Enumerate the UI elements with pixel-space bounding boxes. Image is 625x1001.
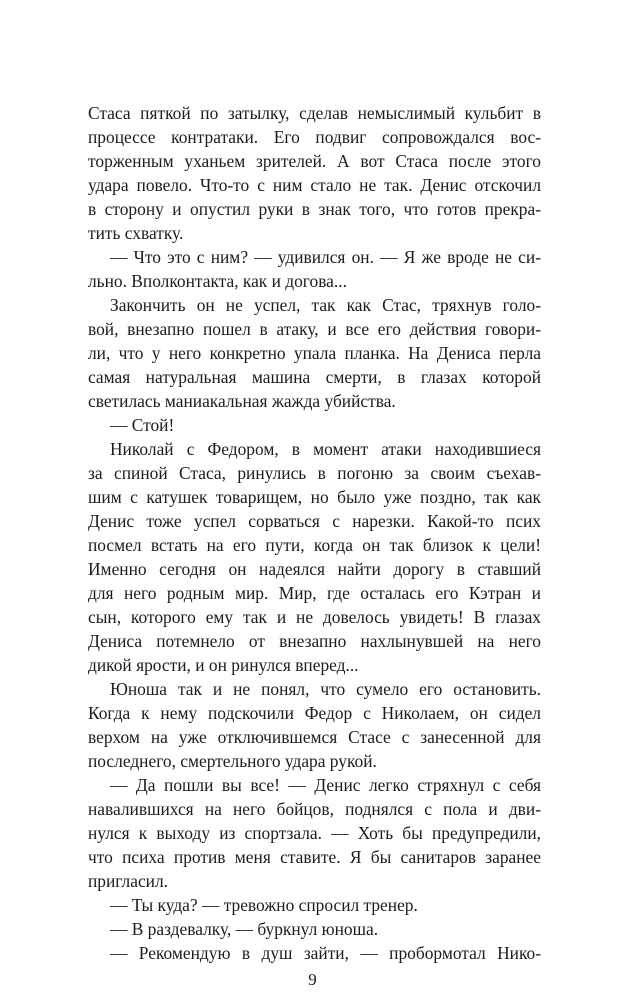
text-line: самая натуральная машина смерти, в глазах которой [88,367,541,387]
text-line: — Да пошли вы все! — Денис легко стряхнул с себя [110,775,541,795]
text-line: льно. Вполконтакта, как и догова... [88,271,347,291]
text-line: процессе контратаки. Его подвиг сопровождался вос- [88,127,541,147]
text-line: пригласил. [88,871,169,891]
text-line: — Рекомендую в душ зайти, — пробормотал Нико- [110,943,541,963]
text-line: торженным уханьем зрителей. А вот Стаса после этого [88,151,541,171]
text-line: шим с катушек товарищем, но было уже поздно, так как [88,487,541,507]
text-line: — Стой! [110,415,175,435]
text-line: ли, что у него конкретно упала планка. На Дениса перла [88,343,541,363]
text-line: в сторону и опустил руки в знак того, что готов прекра- [88,199,541,219]
text-line: удара повело. Что-то с ним стало не так. Денис отскочил [88,175,541,195]
text-line: Денис тоже успел сорваться с нарезки. Какой-то псих [88,511,541,531]
text-line: дикой ярости, и он ринулся вперед... [88,655,359,675]
text-line: верхом на уже отключившемся Стасе с занесенной для [88,727,541,747]
text-line: за спиной Стаса, ринулись в погоню за своим съехав- [88,463,541,483]
text-line: навалившихся на него бойцов, поднялся с пола и дви- [88,799,541,819]
text-line: сын, которого ему так и не довелось увидеть! В глазах [88,607,541,627]
text-line: Юноша так и не понял, что сумело его остановить. [110,679,541,699]
text-line: светилась маниакальная жажда убийства. [88,391,396,411]
text-line: Николай с Федором, в момент атаки находившиеся [110,439,541,459]
page-number: 9 [308,970,317,989]
text-line: посмел встать на его пути, когда он так близок к цели! [88,535,541,555]
text-line: Именно сегодня он надеялся найти дорогу в ставший [88,559,541,579]
text-line: что психа против меня ставите. Я бы санитаров заранее [88,847,541,867]
text-line: Закончить он не успел, так как Стас, тряхнув голо- [110,295,541,315]
text-line: Стаса пяткой по затылку, сделав немыслимый кульбит в [88,103,541,123]
text-line: нулся к выходу из спортзала. — Хоть бы предупредили, [88,823,541,843]
text-line: Дениса потемнело от внезапно нахлынувшей на него [88,631,541,651]
text-line: для него родным мир. Мир, где осталась его Кэтран и [88,583,541,603]
text-line: вой, внезапно пошел в атаку, и все его действия говори- [88,319,541,339]
text-line: тить схватку. [88,223,184,243]
text-line: Когда к нему подскочили Федор с Николаем, он сидел [88,703,541,723]
text-line: последнего, смертельного удара рукой. [88,751,377,771]
text-line: — Что это с ним? — удивился он. — Я же вроде не си- [110,247,541,267]
text-line: — Ты куда? — тревожно спросил тренер. [110,895,418,915]
text-line: — В раздевалку, — буркнул юноша. [110,919,379,939]
